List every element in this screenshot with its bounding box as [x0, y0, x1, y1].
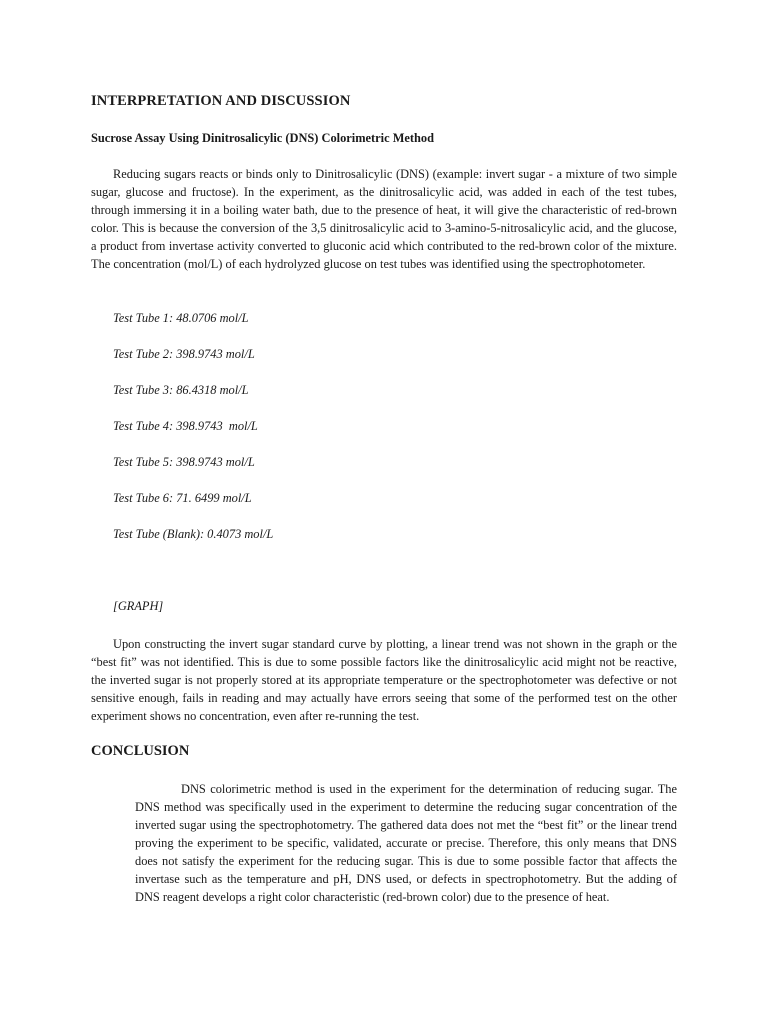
section-heading-interpretation: INTERPRETATION AND DISCUSSION: [91, 93, 351, 109]
graph-placeholder: [GRAPH]: [113, 599, 164, 613]
test-tube-5: Test Tube 5: 398.9743 mol/L: [113, 455, 255, 469]
section-heading-conclusion: CONCLUSION: [91, 743, 190, 759]
paragraph-conclusion: DNS colorimetric method is used in the experiment for the determination of reducing sugar. The DNS method was specifically used in the experiment to determine the reducing sugar concentration of the inverted sugar using the spectrophotometry. The gathered data does not met the “best fit” or the linear trend proving the experiment to be specific, validated, accurate or precise. Therefore, this only means that DNS does not satisfy the experiment for the reducing sugar. This is due to some possible factor that affects the invertase such as the temperature and pH, DNS used, or defects in spectrophotometry. But the adding of DNS reagent develops a right color characteristic (red-brown color) due to the presence of heat.: [135, 782, 677, 904]
test-tube-4: Test Tube 4: 398.9743 mol/L: [113, 419, 258, 433]
paragraph-standard-curve: Upon constructing the invert sugar standard curve by plotting, a linear trend was not shown in the graph or the “best fit” was not identified. This is due to some possible factors like the dinitrosalicylic acid might not be reactive, the inverted sugar is not properly stored at its appropriate temperature or the spectrophotometer was defective or not sensitive enough, fails in reading and may actually have errors seeing that some of the performed test on the other experiment shows no concentration, even after re-running the test.: [91, 637, 677, 723]
paragraph-reducing-sugars: Reducing sugars reacts or binds only to Dinitrosalicylic (DNS) (example: invert sugar - a mixture of two simple sugar, glucose and fructose). In the experiment, as the dinitrosalicylic acid, was added in each of the test tubes, through immersing it in a boiling water bath, due to the presence of heat, it will give the characteristic of red-brown color. This is because the conversion of the 3,5 dinitrosalicylic acid to 3-amino-5-nitrosalicylic acid, and the glucose, a product from invertase activity converted to gluconic acid which contributed to the red-brown color of the mixture. The concentration (mol/L) of each hydrolyzed glucose on test tubes was identified using the spectrophotometer.: [91, 167, 677, 271]
test-tube-blank: Test Tube (Blank): 0.4073 mol/L: [113, 527, 274, 541]
test-tube-2: Test Tube 2: 398.9743 mol/L: [113, 347, 255, 361]
test-tube-3: Test Tube 3: 86.4318 mol/L: [113, 383, 249, 397]
test-tube-6: Test Tube 6: 71. 6499 mol/L: [113, 491, 252, 505]
subheading-sucrose-assay: Sucrose Assay Using Dinitrosalicylic (DNS) Colorimetric Method: [91, 131, 435, 145]
test-tube-1: Test Tube 1: 48.0706 mol/L: [113, 311, 249, 325]
